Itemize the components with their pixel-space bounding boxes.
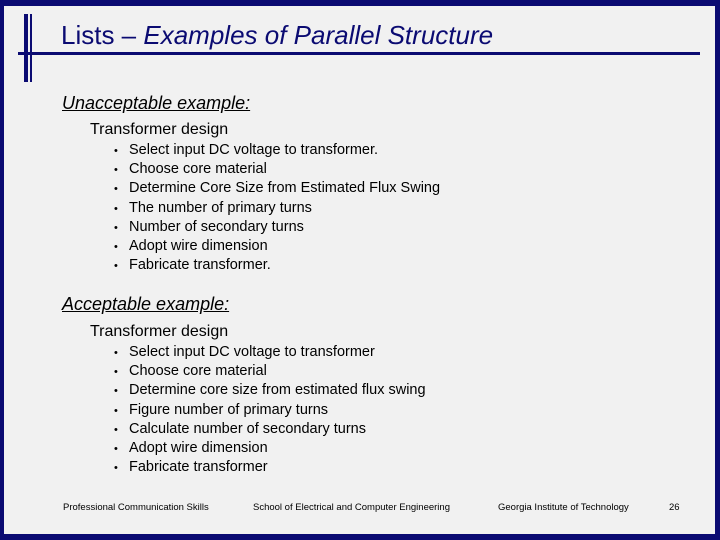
title-plain: Lists –: [61, 20, 144, 50]
title-accent-bar-thin: [30, 14, 32, 82]
bullet-icon: •: [114, 221, 118, 234]
list-item: • Select input DC voltage to transformer.: [114, 141, 440, 160]
title-divider: [18, 52, 700, 55]
list-item: • Figure number of primary turns: [114, 401, 426, 420]
bullet-icon: •: [114, 462, 118, 475]
footer-right: Georgia Institute of Technology: [498, 502, 629, 513]
list-item: • Determine core size from estimated flux swing: [114, 381, 426, 400]
bullet-icon: •: [114, 366, 118, 379]
bullet-icon: •: [114, 442, 118, 455]
unacceptable-subheading: Transformer design: [90, 121, 229, 138]
title-italic: Examples of Parallel Structure: [143, 20, 494, 50]
list-item: • Choose core material: [114, 160, 440, 179]
bullet-icon: •: [114, 404, 118, 417]
bullet-icon: •: [114, 423, 118, 436]
acceptable-heading: Acceptable example:: [62, 294, 230, 314]
title-accent-bar: [24, 14, 28, 82]
list-item: • Determine Core Size from Estimated Flux Swing: [114, 179, 440, 198]
footer-left: Professional Communication Skills: [63, 502, 209, 513]
unacceptable-list: [114, 141, 440, 275]
list-item: • Select input DC voltage to transformer: [114, 343, 426, 362]
acceptable-list: [114, 343, 426, 477]
list-item: • Calculate number of secondary turns: [114, 420, 426, 439]
list-item: • The number of primary turns: [114, 199, 440, 218]
bullet-icon: •: [114, 202, 118, 215]
bullet-icon: •: [114, 347, 118, 359]
list-item: • Fabricate transformer.: [114, 256, 440, 275]
list-item: • Adopt wire dimension: [114, 237, 440, 256]
unacceptable-heading: Unacceptable example:: [62, 93, 251, 113]
bullet-icon: •: [114, 183, 118, 196]
list-item: • Number of secondary turns: [114, 218, 440, 237]
list-item: • Adopt wire dimension: [114, 439, 426, 458]
bullet-icon: •: [114, 164, 118, 177]
list-item: • Choose core material: [114, 362, 426, 381]
bullet-icon: •: [114, 240, 118, 253]
list-item: • Fabricate transformer: [114, 458, 426, 477]
page-number: 26: [669, 502, 680, 513]
footer-center: School of Electrical and Computer Engineering: [253, 502, 450, 513]
bullet-icon: •: [114, 260, 118, 273]
acceptable-subheading: Transformer design: [90, 323, 229, 340]
bullet-icon: •: [114, 385, 118, 398]
bullet-icon: •: [114, 145, 118, 157]
slide-title: [61, 20, 493, 51]
